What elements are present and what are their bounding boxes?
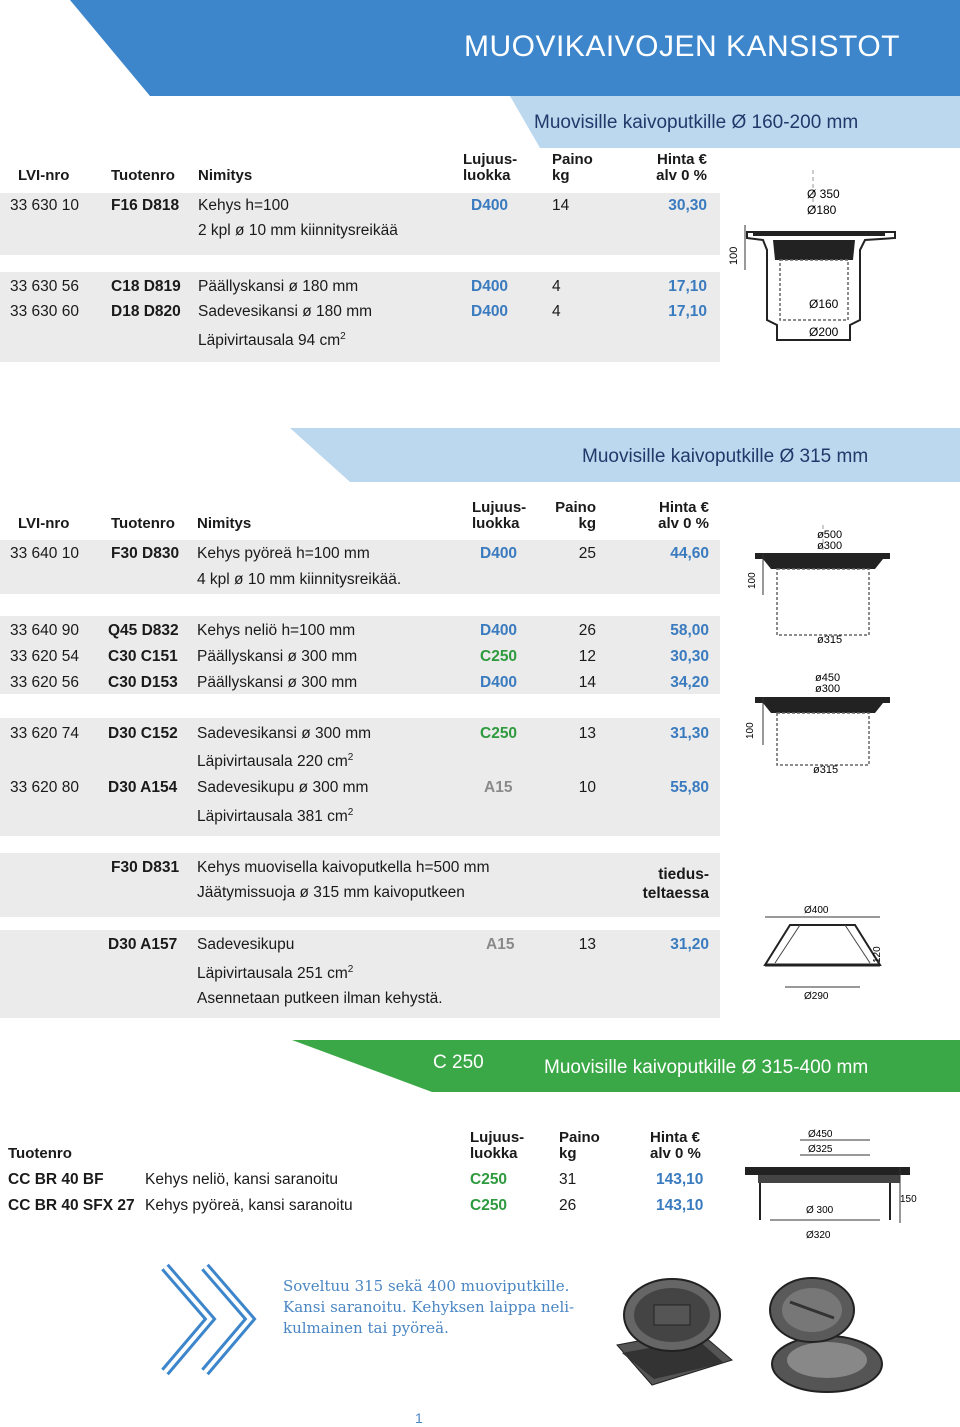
svg-text:Ø400: Ø400 — [804, 905, 829, 916]
header-lujuus: Lujuus- luokka — [463, 151, 518, 184]
header-paino: Paino kg — [555, 499, 596, 532]
page-title: MUOVIKAIVOJEN KANSISTOT — [463, 30, 900, 63]
class-badge: C 250 — [433, 1052, 484, 1073]
svg-text:100: 100 — [747, 572, 758, 589]
svg-text:Ø320: Ø320 — [806, 1230, 831, 1241]
svg-text:Ø325: Ø325 — [808, 1144, 833, 1155]
svg-text:Ø200: Ø200 — [809, 325, 839, 339]
header-paino: Paino kg — [552, 151, 593, 184]
svg-text:ø450: ø450 — [815, 672, 841, 684]
header-lvi: LVI-nro — [18, 515, 70, 532]
product-note: Soveltuu 315 sekä 400 muoviputkille. Kansi saranoitu. Kehyksen laippa neli- kulmainen tai pyöreä. — [283, 1277, 575, 1337]
svg-text:ø300: ø300 — [817, 540, 843, 552]
svg-text:ø500: ø500 — [817, 529, 843, 541]
svg-text:120: 120 — [872, 946, 883, 963]
header-hinta: Hinta € alv 0 % — [658, 499, 709, 532]
header-lvi: LVI-nro — [18, 167, 70, 184]
header-lujuus: Lujuus- luokka — [470, 1129, 525, 1162]
chevron-arrows-icon — [155, 1262, 270, 1377]
svg-text:ø315: ø315 — [813, 764, 839, 776]
header-paino: Paino kg — [559, 1129, 600, 1162]
section1-title: Muovisille kaivoputkille Ø 160-200 mm — [534, 112, 859, 133]
hinged-frame-drawing — [740, 1125, 920, 1245]
header-tuotenro: Tuotenro — [111, 515, 175, 532]
frame-drawing-round-315 — [735, 525, 900, 650]
svg-text:Ø450: Ø450 — [808, 1129, 833, 1140]
svg-text:ø315: ø315 — [817, 634, 843, 646]
header-hinta: Hinta € alv 0 % — [650, 1129, 701, 1162]
svg-text:Ø 350: Ø 350 — [807, 187, 840, 201]
svg-text:Ø180: Ø180 — [807, 203, 837, 217]
header-tuotenro: Tuotenro — [8, 1145, 72, 1162]
svg-text:Ø160: Ø160 — [809, 297, 839, 311]
square-hinged-cover-image — [602, 1275, 742, 1405]
frame-drawing-square-315 — [735, 665, 900, 780]
svg-text:100: 100 — [745, 722, 756, 739]
section2-title: Muovisille kaivoputkille Ø 315 mm — [582, 446, 869, 467]
dome-drawing — [760, 895, 890, 1005]
page-number: 1 — [415, 1410, 423, 1426]
svg-text:150: 150 — [900, 1194, 917, 1205]
svg-text:Ø 300: Ø 300 — [806, 1205, 834, 1216]
header-tuotenro: Tuotenro — [111, 167, 175, 184]
section3-title: Muovisille kaivoputkille Ø 315-400 mm — [544, 1057, 869, 1078]
header-hinta: Hinta € alv 0 % — [656, 151, 707, 184]
frame-drawing-160-200 — [725, 170, 900, 350]
svg-text:ø300: ø300 — [815, 683, 841, 695]
header-nimitys: Nimitys — [198, 167, 253, 184]
header-nimitys: Nimitys — [197, 515, 252, 532]
header-lujuus: Lujuus- luokka — [472, 499, 527, 532]
svg-text:Ø290: Ø290 — [804, 991, 829, 1002]
round-hinged-cover-image — [752, 1272, 892, 1402]
svg-text:100: 100 — [728, 246, 740, 265]
